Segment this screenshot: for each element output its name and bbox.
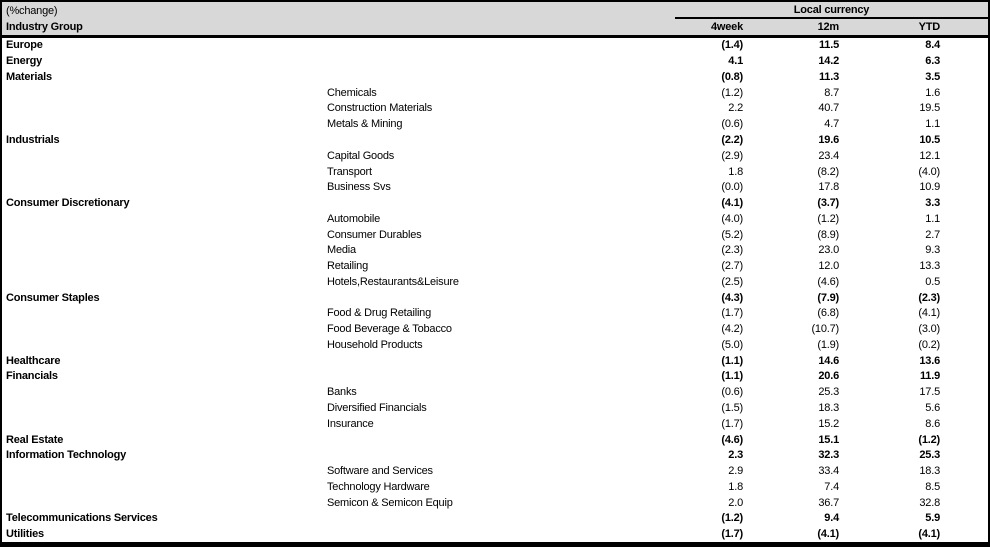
- table-row: [2, 353, 988, 369]
- value-12m: 19.6: [818, 133, 839, 146]
- value-12m: 11.3: [818, 70, 839, 83]
- header-row-currency: [2, 2, 988, 19]
- value-ytd: 3.3: [925, 197, 940, 210]
- row-label: Financials: [6, 370, 58, 383]
- table-header: [2, 2, 988, 38]
- value-ytd: 0.5: [925, 275, 940, 288]
- value-12m: 20.6: [818, 370, 839, 383]
- value-ytd: 8.5: [925, 480, 940, 493]
- row-label: Metals & Mining: [327, 118, 403, 131]
- value-4week: 1.8: [728, 480, 743, 493]
- table-row: [2, 479, 988, 495]
- table-row: [2, 510, 988, 526]
- value-ytd: 10.9: [919, 181, 940, 194]
- value-4week: (2.7): [721, 260, 743, 273]
- value-4week: (1.1): [721, 354, 743, 367]
- value-4week: (5.0): [721, 338, 743, 351]
- value-4week: (5.2): [721, 228, 743, 241]
- value-4week: (0.0): [721, 181, 743, 194]
- value-12m: 32.3: [818, 449, 839, 462]
- value-4week: (0.8): [721, 70, 743, 83]
- value-ytd: (4.0): [918, 165, 940, 178]
- row-label: Information Technology: [6, 449, 127, 462]
- row-label: Insurance: [327, 417, 374, 430]
- value-12m: 23.4: [818, 149, 839, 162]
- value-4week: (1.2): [721, 512, 743, 525]
- value-4week: (2.2): [721, 133, 743, 146]
- row-label: Healthcare: [6, 354, 61, 367]
- value-ytd: 3.5: [925, 70, 940, 83]
- value-ytd: 9.3: [925, 244, 940, 257]
- table-row: [2, 148, 988, 164]
- table-row: [2, 290, 988, 306]
- value-ytd: 18.3: [919, 465, 940, 478]
- table-row: [2, 227, 988, 243]
- value-ytd: 19.5: [919, 102, 940, 115]
- value-ytd: 5.9: [925, 512, 940, 525]
- value-ytd: (1.2): [918, 433, 940, 446]
- value-4week: (0.6): [721, 118, 743, 131]
- row-label: Automobile: [327, 212, 381, 225]
- row-label: Retailing: [327, 260, 369, 273]
- value-ytd: (2.3): [918, 291, 940, 304]
- value-ytd: 17.5: [919, 386, 940, 399]
- value-ytd: (4.1): [918, 307, 940, 320]
- value-4week: 4.1: [728, 55, 743, 68]
- table-row: [2, 85, 988, 101]
- table-body: [2, 38, 988, 543]
- value-12m: 12.0: [818, 260, 839, 273]
- table-row: [2, 164, 988, 180]
- value-12m: 17.8: [818, 181, 839, 194]
- value-ytd: 1.1: [925, 118, 940, 131]
- table-row: [2, 463, 988, 479]
- value-12m: 8.7: [824, 86, 839, 99]
- row-label: Consumer Staples: [6, 291, 100, 304]
- value-ytd: 1.6: [925, 86, 940, 99]
- table-row: [2, 495, 988, 511]
- row-label: Food & Drug Retailing: [327, 307, 432, 320]
- value-12m: 18.3: [818, 401, 839, 414]
- value-12m: 33.4: [818, 465, 839, 478]
- row-label: Consumer Discretionary: [6, 197, 130, 210]
- value-4week: (1.5): [721, 401, 743, 414]
- industry-group-header: Industry Group: [6, 20, 83, 33]
- value-4week: 2.2: [728, 102, 743, 115]
- row-label: Consumer Durables: [327, 228, 422, 241]
- value-4week: (4.1): [721, 197, 743, 210]
- value-12m: (6.8): [817, 307, 839, 320]
- value-ytd: 25.3: [919, 449, 940, 462]
- row-label: Business Svs: [327, 181, 391, 194]
- value-12m: 11.5: [818, 39, 839, 52]
- table-row: [2, 116, 988, 132]
- table-row: [2, 432, 988, 448]
- value-4week: (0.6): [721, 386, 743, 399]
- value-4week: (2.3): [721, 244, 743, 257]
- row-label: Transport: [327, 165, 372, 178]
- row-label: Media: [327, 244, 356, 257]
- row-label: Software and Services: [327, 465, 433, 478]
- row-label: Chemicals: [327, 86, 377, 99]
- table-row: [2, 400, 988, 416]
- table-row: [2, 211, 988, 227]
- row-label: Utilities: [6, 528, 44, 541]
- value-4week: (1.7): [721, 307, 743, 320]
- value-12m: (8.9): [817, 228, 839, 241]
- table-row: [2, 369, 988, 385]
- row-label: Industrials: [6, 133, 60, 146]
- row-label: Real Estate: [6, 433, 64, 446]
- value-12m: 15.1: [818, 433, 839, 446]
- row-label: Energy: [6, 55, 43, 68]
- table-row: [2, 69, 988, 85]
- value-4week: (4.2): [721, 323, 743, 336]
- value-12m: (4.1): [817, 528, 839, 541]
- table-row: [2, 242, 988, 258]
- row-label: Banks: [327, 386, 357, 399]
- value-12m: 23.0: [818, 244, 839, 257]
- row-label: Materials: [6, 70, 52, 83]
- value-ytd: 5.6: [925, 401, 940, 414]
- value-4week: (4.0): [721, 212, 743, 225]
- value-12m: 15.2: [818, 417, 839, 430]
- table-row: [2, 384, 988, 400]
- value-12m: 14.2: [818, 55, 839, 68]
- value-4week: 2.0: [728, 496, 743, 509]
- value-ytd: 6.3: [925, 55, 940, 68]
- value-4week: (1.7): [721, 417, 743, 430]
- row-label: Diversified Financials: [327, 401, 427, 414]
- table-row: [2, 526, 988, 542]
- column-header-12m: 12m: [817, 20, 839, 33]
- table-row: [2, 258, 988, 274]
- value-12m: (3.7): [817, 197, 839, 210]
- value-ytd: 32.8: [919, 496, 940, 509]
- column-header-4week: 4week: [710, 20, 743, 33]
- value-12m: 14.6: [818, 354, 839, 367]
- table-row: [2, 274, 988, 290]
- value-12m: 7.4: [824, 480, 839, 493]
- header-row-columns: [2, 19, 988, 35]
- value-ytd: 12.1: [919, 149, 940, 162]
- row-label: Semicon & Semicon Equip: [327, 496, 453, 509]
- value-ytd: 13.3: [919, 260, 940, 273]
- value-12m: (1.2): [817, 212, 839, 225]
- row-label: Telecommunications Services: [6, 512, 158, 525]
- table-row: [2, 447, 988, 463]
- value-4week: (2.9): [721, 149, 743, 162]
- row-label: Construction Materials: [327, 102, 433, 115]
- row-label: Household Products: [327, 338, 423, 351]
- table-row: [2, 38, 988, 54]
- value-ytd: 1.1: [925, 212, 940, 225]
- value-4week: 2.9: [728, 465, 743, 478]
- value-12m: (1.9): [817, 338, 839, 351]
- value-12m: 25.3: [818, 386, 839, 399]
- value-4week: 2.3: [728, 449, 743, 462]
- table-row: [2, 179, 988, 195]
- value-ytd: 13.6: [919, 354, 940, 367]
- table-row: [2, 321, 988, 337]
- value-ytd: (0.2): [918, 338, 940, 351]
- value-4week: (4.6): [721, 433, 743, 446]
- table-row: [2, 195, 988, 211]
- value-4week: (4.3): [721, 291, 743, 304]
- table-row: [2, 53, 988, 69]
- value-12m: (10.7): [811, 323, 839, 336]
- table-row: [2, 101, 988, 117]
- row-label: Capital Goods: [327, 149, 395, 162]
- row-label: Europe: [6, 39, 43, 52]
- value-ytd: 10.5: [919, 133, 940, 146]
- value-ytd: (3.0): [918, 323, 940, 336]
- local-currency-header: Local currency: [675, 2, 988, 19]
- value-4week: (1.7): [721, 528, 743, 541]
- table-row: [2, 416, 988, 432]
- value-12m: (4.6): [817, 275, 839, 288]
- column-header-ytd: YTD: [918, 20, 940, 33]
- value-ytd: 11.9: [919, 370, 940, 383]
- value-12m: 4.7: [824, 118, 839, 131]
- table-row: [2, 337, 988, 353]
- row-label: Hotels,Restaurants&Leisure: [327, 275, 459, 288]
- row-label: Food Beverage & Tobacco: [327, 323, 452, 336]
- row-label: Technology Hardware: [327, 480, 430, 493]
- percent-change-label: (%change): [6, 4, 58, 17]
- value-ytd: 8.6: [925, 417, 940, 430]
- value-12m: 40.7: [818, 102, 839, 115]
- value-12m: (7.9): [817, 291, 839, 304]
- value-4week: (1.1): [721, 370, 743, 383]
- table-row: [2, 306, 988, 322]
- value-4week: (2.5): [721, 275, 743, 288]
- value-12m: 36.7: [818, 496, 839, 509]
- value-4week: 1.8: [728, 165, 743, 178]
- value-12m: 9.4: [824, 512, 839, 525]
- value-12m: (8.2): [817, 165, 839, 178]
- value-ytd: 2.7: [925, 228, 940, 241]
- value-ytd: (4.1): [918, 528, 940, 541]
- table-row: [2, 132, 988, 148]
- value-4week: (1.4): [721, 39, 743, 52]
- value-4week: (1.2): [721, 86, 743, 99]
- value-ytd: 8.4: [925, 39, 940, 52]
